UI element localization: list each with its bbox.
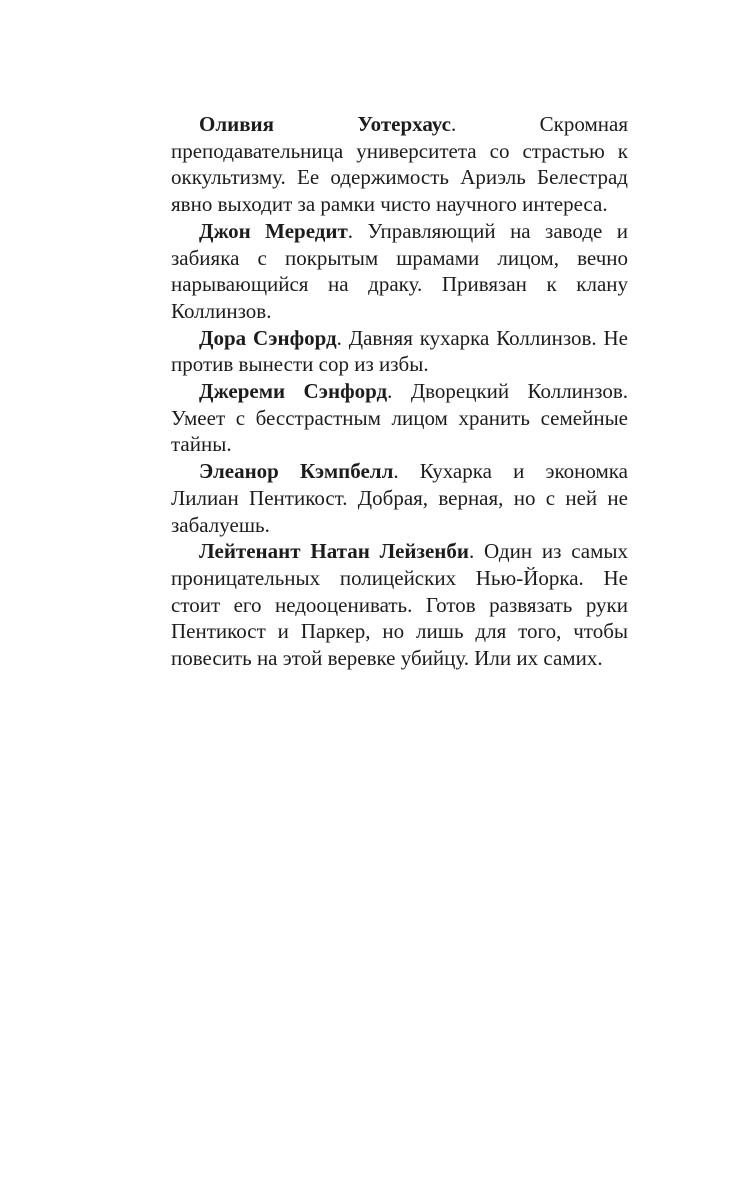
character-name: Элеанор Кэмпбелл [199,459,394,484]
character-entry [171,458,628,538]
character-description: . Один из самых проницательных полицейских Нью-Йорка. Не стоит его недооценивать. Готов развязать руки Пентикост и Паркер, но лишь для того, чтобы повесить на этой веревке убийцу. Или их самих. [171,539,628,671]
character-entry [171,325,628,378]
character-entry [171,538,628,672]
character-name: Джон Мередит [199,218,348,243]
character-description: . Кухарка и экономка Лилиан Пентикост. Добрая, верная, но с ней не забалуешь. [171,459,628,537]
character-description: . Скромная преподавательница университета со страстью к оккультизму. Ее одержимость Ариэль Белестрад явно выходит за рамки чисто научного интереса. [171,112,628,217]
character-name: Лейтенант Натан Лейзенби [199,539,469,564]
character-list [171,111,628,672]
character-name: Джереми Сэнфорд [199,379,388,404]
character-description: . Давняя кухарка Коллинзов. Не против вынести сор из избы. [171,325,629,377]
character-name: Оливия Уотерхаус [199,112,451,136]
character-entry [171,378,628,458]
character-description: . Дворецкий Коллинзов. Умеет с бесстрастным лицом хранить семейные тайны. [171,379,628,457]
character-name: Дора Сэнфорд [199,325,337,350]
character-description: . Управляющий на заводе и забияка с покрытым шрамами лицом, вечно нарывающийся на драку. Привязан к клану Коллинзов. [171,218,628,323]
character-entry [171,218,628,325]
character-entry [171,111,628,218]
